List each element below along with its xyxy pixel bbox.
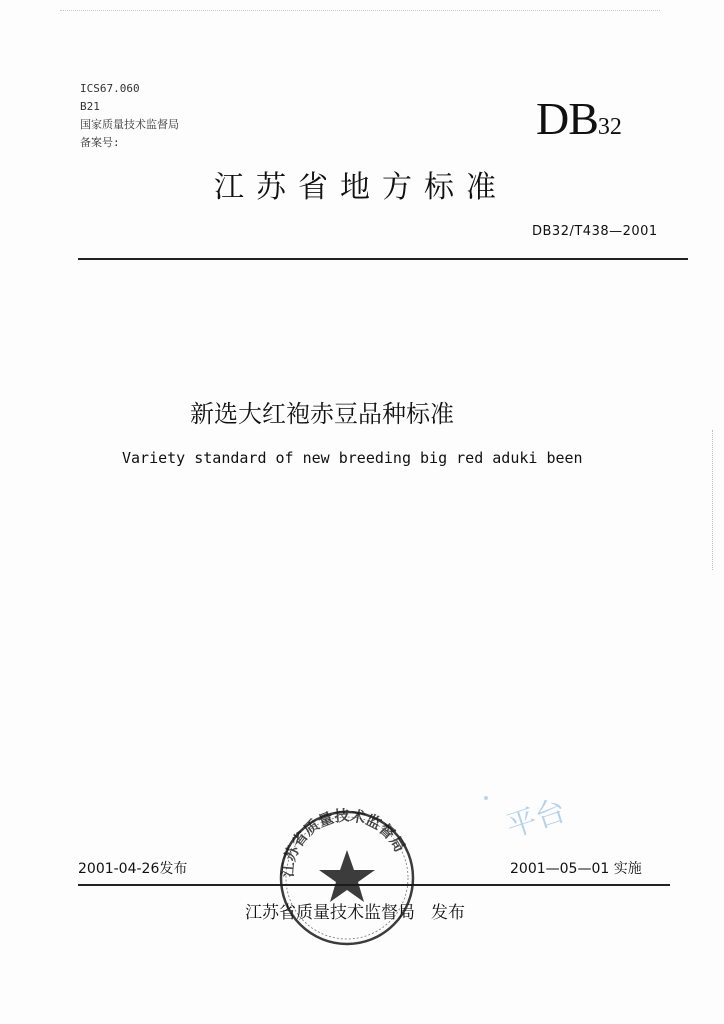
ics-code: ICS67.060 <box>80 82 140 95</box>
filing-agency: 国家质量技术监督局 <box>80 118 179 131</box>
class-code: B21 <box>80 100 100 113</box>
platform-watermark <box>476 778 586 848</box>
issuer-action: 发布 <box>431 903 465 923</box>
meta-block <box>80 80 179 152</box>
standard-type: 江苏省地方标准 <box>214 170 508 205</box>
svg-text:江苏省质量技术监督局: 江苏省质量技术监督局 <box>278 806 410 878</box>
implement-date: 2001—05—01 实施 <box>510 861 642 877</box>
issuer-name: 江苏省质量技术监督局 <box>245 903 415 923</box>
title-english: Variety standard of new breeding big red aduki been <box>122 449 583 467</box>
db-code <box>536 92 622 145</box>
scan-artifact-dots <box>60 10 660 13</box>
svg-text:平台: 平台 <box>502 793 571 846</box>
filing-number: 备案号: <box>80 136 120 149</box>
scan-artifact-edge <box>712 430 715 570</box>
official-seal <box>272 800 422 950</box>
top-rule <box>78 258 688 260</box>
seal-star-icon <box>319 850 375 902</box>
db-code-main: DB <box>536 93 598 144</box>
standard-number: DB32/T438—2001 <box>532 224 658 239</box>
issue-date: 2001-04-26发布 <box>78 861 188 877</box>
title-chinese: 新选大红袍赤豆品种标准 <box>190 400 454 428</box>
db-code-sub: 32 <box>597 114 622 140</box>
